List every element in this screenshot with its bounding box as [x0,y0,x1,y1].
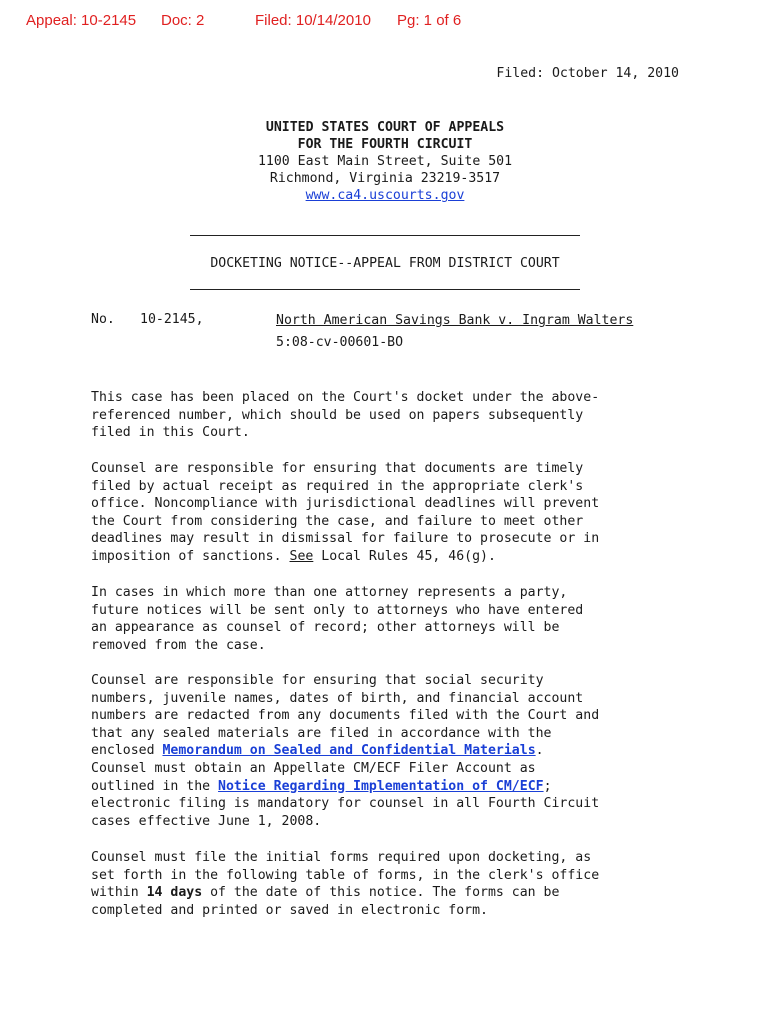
court-address2: Richmond, Virginia 23219-3517 [269,171,501,186]
notice-cmecf-link[interactable]: Notice Regarding Implementation of CM/ECF [218,778,544,794]
paragraph-multiple-attorneys: In cases in which more than one attorney represents a party, future notices will be sent only to attorneys who have entered an appearance as counsel of record; other attorneys will be removed from the case. [91,585,584,653]
memorandum-sealed-materials-link[interactable]: Memorandum on Sealed and Confidential Materials [162,743,536,759]
notice-title: DOCKETING NOTICE--APPEAL FROM DISTRICT COURT [210,256,560,271]
p4-c: ; electronic filing is mandatory for counsel in all Fourth Circuit cases effective June 1, 2008. [91,778,600,829]
p2-see: See [289,548,314,564]
case-caption [276,312,636,351]
divider-top [190,235,580,236]
p5-bold-days: 14 days [146,885,203,901]
p2-text: Counsel are responsible for ensuring that documents are timely filed by actual receipt as required in the appropriate clerk's office. Noncompliance with jurisdictional deadlines will prevent the Court from considering the case, and failure to meet other deadlines may result in dismissal for failure to prosecute or in imposition of sanctions. [91,461,600,564]
divider-bottom [190,289,580,290]
stamp-page: Pg: 1 of 6 [397,12,462,29]
case-no-label: No. [91,312,115,327]
case-number: 10-2145, [140,312,204,327]
p2-tail: Local Rules 45, 46(g). [313,548,496,564]
court-name-line2: FOR THE FOURTH CIRCUIT [297,137,473,152]
court-address1: 1100 East Main Street, Suite 501 [257,154,513,169]
case-title: North American Savings Bank v. Ingram Walters [276,313,634,328]
p5-a: Counsel must file the initial forms required upon docketing, as set forth in the following table of forms, in the clerk's office within [91,850,600,901]
case-number-block [91,312,204,327]
paragraph-timely-filing [91,460,681,566]
filed-date: Filed: October 14, 2010 [496,66,679,81]
stamp-filed: Filed: 10/14/2010 [255,12,371,29]
court-name-line1: UNITED STATES COURT OF APPEALS [265,120,505,135]
district-docket: 5:08-cv-00601-BO [276,334,404,350]
p4-b: . Counsel must obtain an Appellate CM/ECF Filer Account as outlined in the [91,743,544,794]
paragraph-redaction [91,672,681,830]
court-website-link[interactable]: www.ca4.uscourts.gov [305,188,465,203]
p5-b: of the date of this notice. The forms can be completed and printed or saved in electronic form. [91,885,560,918]
stamp-appeal: Appeal: 10-2145 [26,12,137,29]
paragraph-docket-number: This case has been placed on the Court's docket under the above- referenced number, which should be used on papers subsequently filed in this Court. [91,390,600,441]
court-header [0,119,770,204]
stamp-doc: Doc: 2 [161,12,205,29]
p4-a: Counsel are responsible for ensuring that social security numbers, juvenile names, dates of birth, and financial account numbers are redacted from any documents filed with the Court and that any sealed materials are filed in accordance with the enclosed [91,673,600,759]
paragraph-initial-forms [91,849,681,919]
